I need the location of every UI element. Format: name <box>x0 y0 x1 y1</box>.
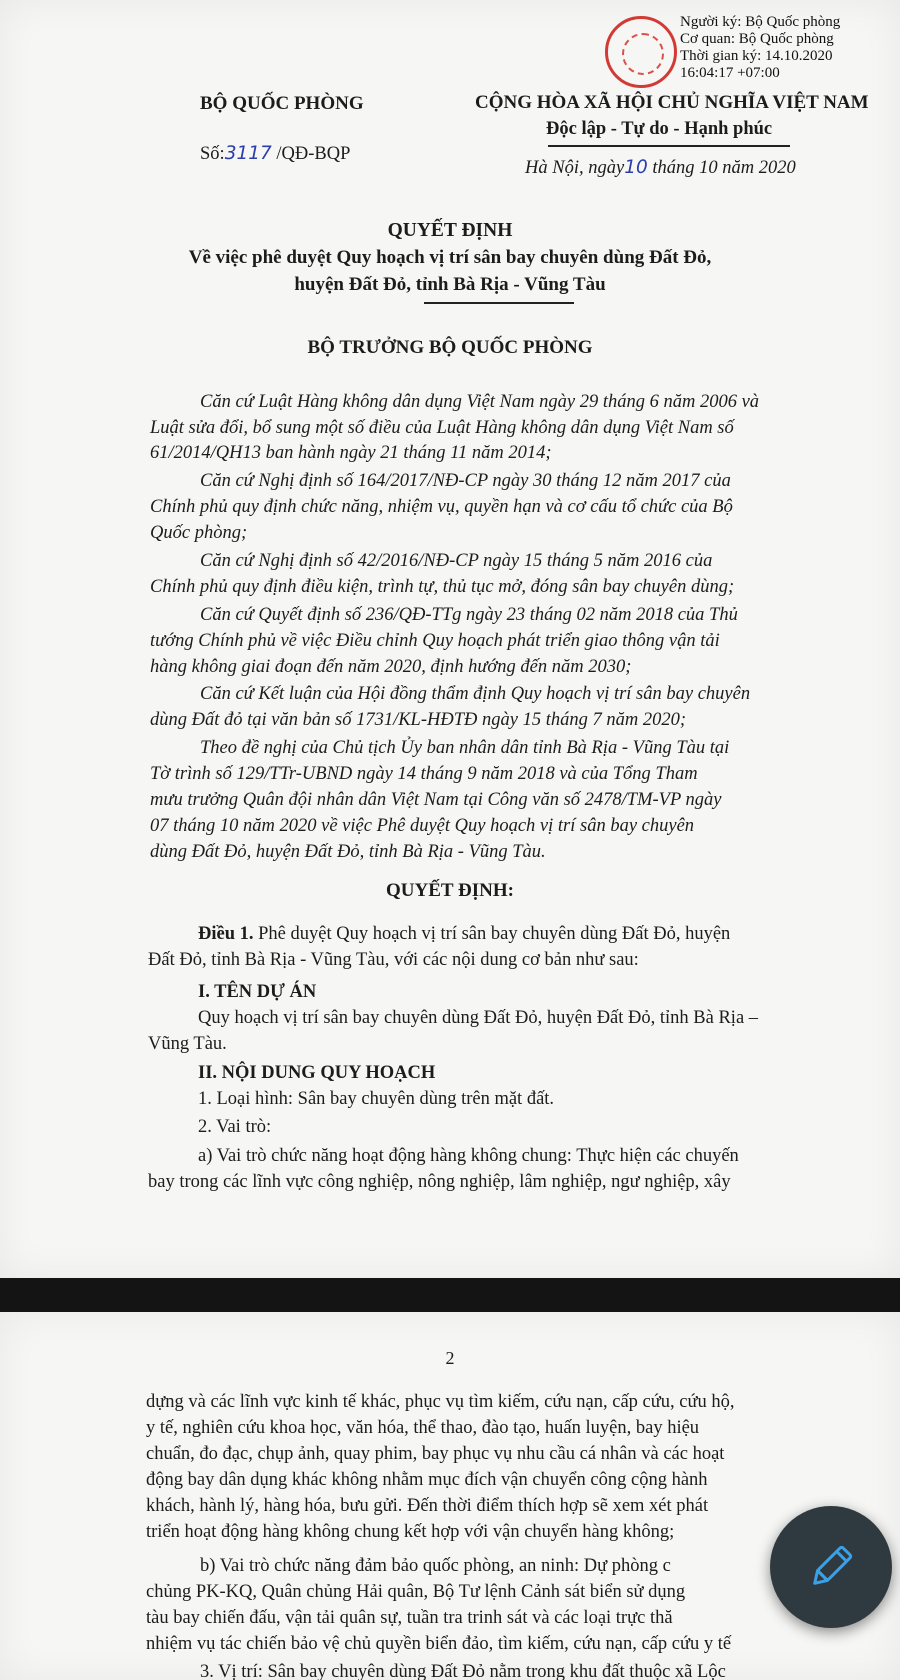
basis-5-line-2: dùng Đất đỏ tại văn bản số 1731/KL-HĐTĐ ngày 15 tháng 7 năm 2020; <box>150 710 686 730</box>
signer-name: Người ký: Bộ Quốc phòng <box>680 14 841 30</box>
basis-4-line-3: hàng không giai đoạn đến năm 2020, định hướng đến năm 2030; <box>150 657 632 677</box>
basis-1-line-3: 61/2014/QH13 ban hành ngày 21 tháng 11 năm 2014; <box>150 443 552 463</box>
basis-2-line-2: Chính phủ quy định chức năng, nhiệm vụ, quyền hạn và cơ cấu tổ chức của Bộ <box>150 497 733 517</box>
national-motto: Độc lập - Tự do - Hạnh phúc <box>546 119 773 139</box>
document-number <box>200 143 350 165</box>
page2-line-5: khách, hành lý, hàng hóa, bưu gửi. Đến thời điểm thích hợp sẽ xem xét phát <box>146 1496 709 1516</box>
decision-subject-line-1: Về việc phê duyệt Quy hoạch vị trí sân bay chuyên dùng Đất Đỏ, <box>188 247 712 268</box>
page2-line-2: y tế, nghiên cứu khoa học, văn hóa, thể thao, đào tạo, huấn luyện, bay hiệu <box>146 1418 700 1438</box>
section-2-item-2: 2. Vai trò: <box>198 1117 272 1137</box>
section-1-line-1: Quy hoạch vị trí sân bay chuyên dùng Đất Đỏ, huyện Đất Đỏ, tỉnh Bà Rịa – <box>198 1008 759 1028</box>
digital-signature-seal <box>605 16 677 88</box>
edit-button[interactable] <box>770 1506 892 1628</box>
date-day-handwritten: 10 <box>624 157 648 178</box>
signer-agency: Cơ quan: Bộ Quốc phòng <box>680 31 834 47</box>
decision-title: QUYẾT ĐỊNH <box>387 220 513 241</box>
number-handwritten: 3117 <box>224 143 272 164</box>
basis-4-line-2: tướng Chính phủ về việc Điều chỉnh Quy hoạch phát triển giao thông vận tải <box>150 631 720 651</box>
basis-6-line-2: Tờ trình số 129/TTr-UBND ngày 14 tháng 9 năm 2018 và của Tổng Tham <box>150 764 698 784</box>
section-2-item-a-line-2: bay trong các lĩnh vực công nghiệp, nông nghiệp, lâm nghiệp, ngư nghiệp, xây <box>148 1172 731 1192</box>
basis-3-line-2: Chính phủ quy định điều kiện, trình tự, thủ tục mở, đóng sân bay chuyên dùng; <box>150 577 735 597</box>
issue-date <box>525 157 796 179</box>
basis-6-line-3: mưu trưởng Quân đội nhân dân Việt Nam tại Công văn số 2478/TM-VP ngày <box>150 790 722 810</box>
page2-item-b-line-4: nhiệm vụ tác chiến bảo vệ chủ quyền biển đảo, tìm kiếm, cứu nạn, cấp cứu y tế <box>146 1634 732 1654</box>
basis-5-line-1: Căn cứ Kết luận của Hội đồng thẩm định Quy hoạch vị trí sân bay chuyên <box>200 684 751 704</box>
authority-heading: BỘ TRƯỞNG BỘ QUỐC PHÒNG <box>307 337 593 358</box>
basis-4-line-1: Căn cứ Quyết định số 236/QĐ-TTg ngày 23 tháng 02 năm 2018 của Thủ <box>200 605 738 625</box>
page2-line-6: triển hoạt động hàng không chung kết hợp với vận chuyển hàng không; <box>146 1522 675 1542</box>
article-1-text: Phê duyệt Quy hoạch vị trí sân bay chuyên dùng Đất Đỏ, huyện <box>258 924 731 944</box>
ministry-name: BỘ QUỐC PHÒNG <box>200 93 364 114</box>
decision-subject-line-2: huyện Đất Đỏ, tỉnh Bà Rịa - Vũng Tàu <box>294 274 606 295</box>
section-2-heading: II. NỘI DUNG QUY HOẠCH <box>198 1063 436 1083</box>
page2-line-3: chuẩn, đo đạc, chụp ảnh, quay phim, bay phục vụ nhu cầu cá nhân và các hoạt <box>146 1444 725 1464</box>
basis-6-line-1: Theo đề nghị của Chủ tịch Ủy ban nhân dân tỉnh Bà Rịa - Vũng Tàu tại <box>200 738 730 758</box>
subject-underline <box>424 302 574 304</box>
republic-name: CỘNG HÒA XÃ HỘI CHỦ NGHĨA VIỆT NAM <box>475 92 869 113</box>
section-1-line-2: Vũng Tàu. <box>148 1034 227 1054</box>
date-prefix: Hà Nội, ngày <box>525 158 625 178</box>
date-suffix: tháng 10 năm 2020 <box>652 158 796 178</box>
digital-signature-info <box>680 14 840 82</box>
section-1-heading: I. TÊN DỰ ÁN <box>198 982 317 1002</box>
basis-6-line-4: 07 tháng 10 năm 2020 về việc Phê duyệt Quy hoạch vị trí sân bay chuyên <box>150 816 695 836</box>
page-number: 2 <box>445 1348 455 1368</box>
article-1-line-1 <box>198 924 730 945</box>
section-2-item-1: 1. Loại hình: Sân bay chuyên dùng trên mặt đất. <box>198 1089 555 1109</box>
section-2-item-a-line-1: a) Vai trò chức năng hoạt động hàng không chung: Thực hiện các chuyến <box>198 1146 739 1166</box>
basis-2-line-1: Căn cứ Nghị định số 164/2017/NĐ-CP ngày 30 tháng 12 năm 2017 của <box>200 471 731 491</box>
basis-2-line-3: Quốc phòng; <box>150 523 248 543</box>
basis-3-line-1: Căn cứ Nghị định số 42/2016/NĐ-CP ngày 15 tháng 5 năm 2016 của <box>200 551 713 571</box>
motto-underline <box>548 145 790 147</box>
page2-line-1: dựng và các lĩnh vực kinh tế khác, phục vụ tìm kiếm, cứu nạn, cấp cứu, cứu hộ, <box>146 1392 735 1412</box>
basis-6-line-5: dùng Đất Đỏ, huyện Đất Đỏ, tỉnh Bà Rịa - Vũng Tàu. <box>150 842 546 862</box>
basis-1-line-1: Căn cứ Luật Hàng không dân dụng Việt Nam ngày 29 tháng 6 năm 2006 và <box>200 392 760 412</box>
basis-1-line-2: Luật sửa đổi, bổ sung một số điều của Luật Hàng không dân dụng Việt Nam số <box>150 418 734 438</box>
page2-item-b-line-2: chủng PK-KQ, Quân chủng Hải quân, Bộ Tư lệnh Cảnh sát biển sử dụng <box>146 1582 686 1602</box>
signing-time-label: Thời gian ký: 14.10.2020 <box>680 48 833 64</box>
page2-line-4: động bay dân dụng khác không nhằm mục đích vận chuyển công cộng hành <box>146 1470 708 1490</box>
article-1-line-2: Đất Đỏ, tỉnh Bà Rịa - Vũng Tàu, với các nội dung cơ bản như sau: <box>148 950 639 970</box>
page2-item-b-line-3: tàu bay chiến đấu, vận tải quân sự, tuần tra trinh sát và các loại trực thă <box>146 1608 673 1628</box>
signing-time-value: 16:04:17 +07:00 <box>680 65 780 81</box>
document-page-2 <box>0 1312 900 1680</box>
pencil-icon <box>805 1541 857 1593</box>
article-1-label: Điều 1. <box>198 924 254 944</box>
page2-item-b-line-1: b) Vai trò chức năng đảm bảo quốc phòng, an ninh: Dự phòng c <box>200 1556 671 1576</box>
page2-item-3: 3. Vị trí: Sân bay chuyên dùng Đất Đỏ nằm trong khu đất thuộc xã Lộc <box>200 1662 726 1680</box>
number-prefix: Số: <box>200 144 225 164</box>
decision-heading: QUYẾT ĐỊNH: <box>386 880 514 901</box>
number-suffix: /QĐ-BQP <box>276 144 351 164</box>
